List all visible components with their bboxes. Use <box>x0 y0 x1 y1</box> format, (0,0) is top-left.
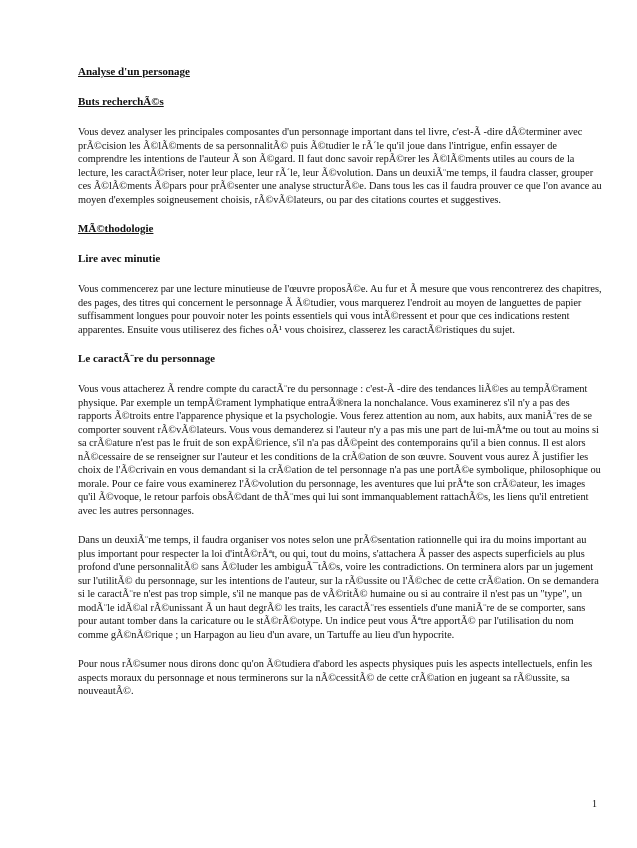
document-page <box>78 66 602 699</box>
paragraph-caractere-1: Vous vous attacherez Ã rendre compte du caractÃ¨re du personnage : c'est-Ã -dire des tendances liÃ©es au tempÃ©rament physique. Par exemple un tempÃ©rament lymphatique entraÃ®nera la nonchalance. Vous examinerez s'il n'y a pas des rapports Ã©troits entre l'apparence physique et la psychologie. Vous ferez attention au nom, aux habits, aux maniÃ¨res de se comporter souvent rÃ©vÃ©lateurs. Vous vous demanderez si l'auteur n'y a pas mis une part de lui-mÃªme ou tout au moins si sa crÃ©ature n'est pas le fruit de son expÃ©rience, s'il n'a pas dÃ©peint des contemporains qu'il a bien connus. Il est alors nÃ©cessaire de se renseigner sur l'auteur et les conditions de la crÃ©ation de son œuvre. Souvent vous aurez Ã justifier les choix de l'Ã©crivain en vous demandant si la crÃ©ation de tel personnage n'a pas une portÃ©e symbolique, philosophique ou morale. Pour ce faire vous examinerez l'Ã©volution du personnage, les aventures que lui prÃªte son crÃ©ateur, les images qu'il Ã©voque, le retour parfois obsÃ©dant de thÃ¨mes qui lui sont immanquablement rattachÃ©s, les liens qu'il entretient avec les autres personnages. <box>78 384 601 517</box>
paragraph-caractere-2: Dans un deuxiÃ¨me temps, il faudra organiser vos notes selon une prÃ©sentation rationnelle qui ira du moins important au plus important pour respecter la loi d'intÃ©rÃªt, ou qui, tout du moins, s'attachera Ã passer des aspects superficiels au plus profond d'une personnalitÃ© sans Ã©luder les ambiguÃ¯tÃ©s, voire les contradictions. On terminera alors par un jugement sur l'utilitÃ© du personnage, sur les intentions de l'auteur, sur la rÃ©ussite ou l'Ã©chec de cette crÃ©ation. On se demandera si le caractÃ¨re n'est pas trop simple, s'il ne manque pas de vÃ©ritÃ© humaine ou si au contraire il n'est pas un "type", un modÃ¨le idÃ©al rÃ©unissant Ã un haut degrÃ© les traits, les caractÃ¨res essentiels d'une maniÃ¨re de se comporter, sans pour autant tomber dans la caricature ou le stÃ©rÃ©otype. Un indice peut vous Ãªtre apportÃ© par l'utilisation du nom comme gÃ©nÃ©rique ; un Harpagon au lieu d'un avare, un Tartuffe au lieu d'un hypocrite. <box>78 535 599 641</box>
heading-caractere: Le caractÃ¨re du personnage <box>78 353 215 365</box>
document-title: Analyse d'un personage <box>78 66 190 78</box>
heading-buts: Buts recherchÃ©s <box>78 96 164 108</box>
paragraph-lire: Vous commencerez par une lecture minutieuse de l'œuvre proposÃ©e. Au fur et Ã mesure que vous rencontrerez des chapitres, des pages, des titres qui concernent le personnage Ã Ã©tudier, vous marquerez l'endroit au moyen de languettes de papier suffisamment longues pour pouvoir noter les points essentiels qui vous intÃ©ressent et pour que ces indications restent apparentes. Ensuite vous utiliserez des fiches oÃ¹ vous choisirez, classerez les caractÃ©ristiques du sujet. <box>78 284 602 336</box>
page-number: 1 <box>592 799 597 810</box>
paragraph-resume: Pour nous rÃ©sumer nous dirons donc qu'on Ã©tudiera d'abord les aspects physiques puis les aspects intellectuels, enfin les aspects moraux du personnage et nous terminerons sur la nÃ©cessitÃ© de cette crÃ©ation en jugeant sa rÃ©ussite, sa nouveautÃ©. <box>78 659 593 697</box>
paragraph-buts: Vous devez analyser les principales composantes d'un personnage important dans tel livre, c'est-Ã -dire dÃ©terminer avec prÃ©cision les Ã©lÃ©ments de sa personnalitÃ© puis Ã©tudier le rÃ´le qu'il joue dans l'intrigue, enfin essayer de comprendre les intentions de l'auteur Ã son Ã©gard. Il faut donc savoir repÃ©rer les Ã©lÃ©ments utiles au cours de la lecture, les caractÃ©riser, noter leur place, leur rÃ´le, leur Ã©volution. Dans un deuxiÃ¨me temps, il faudra classer, grouper ces Ã©lÃ©ments Ã©pars pour prÃ©senter une analyse structurÃ©e. Dans tous les cas il faudra prouver ce que l'on avance au moyen d'exemples soigneusement choisis, rÃ©vÃ©lateurs, ou par des citations courtes et suggestives. <box>78 127 602 206</box>
heading-lire: Lire avec minutie <box>78 253 161 265</box>
heading-methodologie: MÃ©thodologie <box>78 223 154 235</box>
